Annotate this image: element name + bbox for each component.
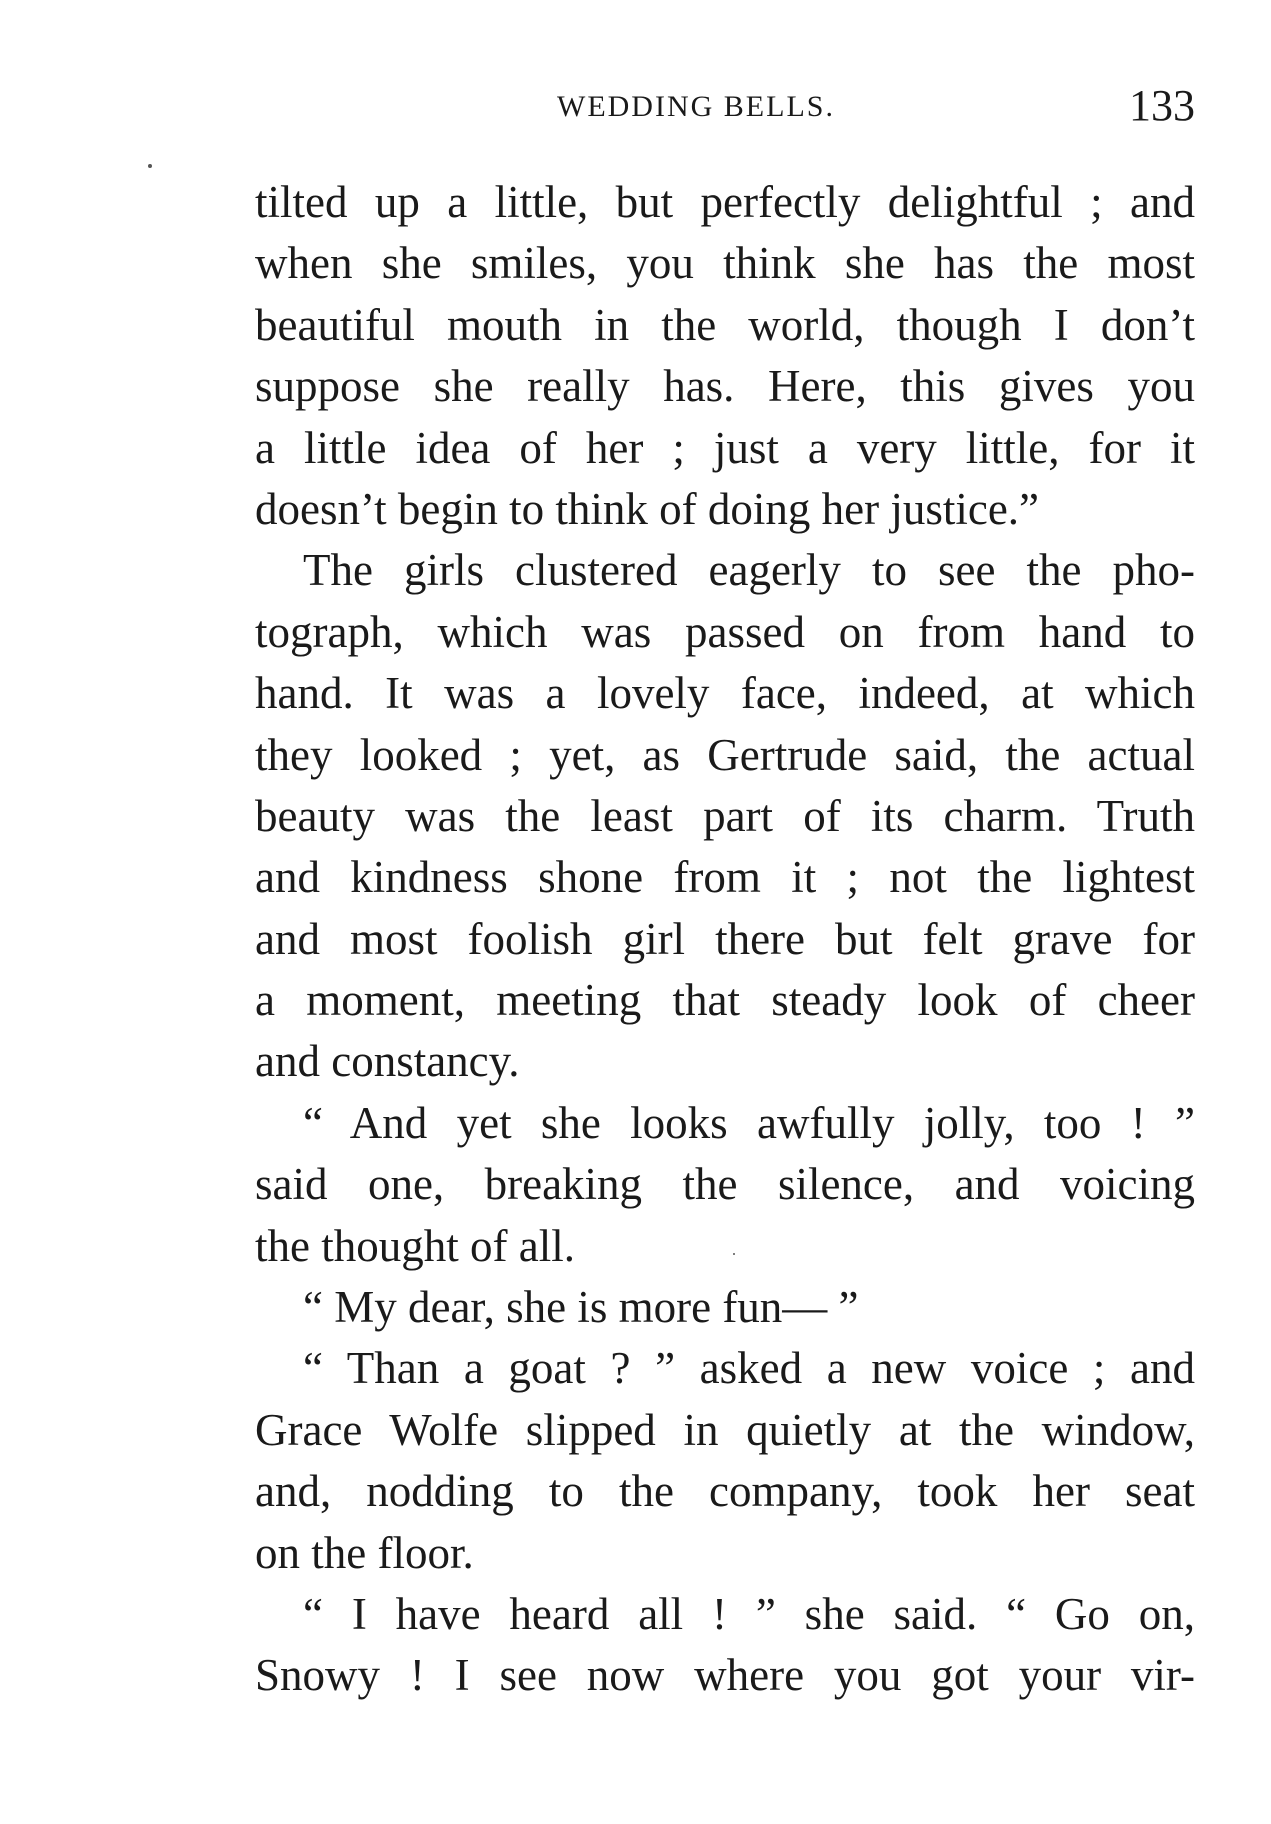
text-line: “ My dear, she is more fun— ”	[303, 1282, 859, 1333]
page-number: 133	[1129, 81, 1195, 130]
text-line: tilted up a little, but perfectly delightful ; and	[255, 177, 1195, 227]
text-line: “ Than a goat ? ” asked a new voice ; and	[303, 1343, 1195, 1394]
text-line: they looked ; yet, as Gertrude said, the actual	[255, 729, 1195, 780]
text-line: on the floor.	[255, 1527, 474, 1578]
text-line: and constancy.	[255, 1036, 520, 1087]
scan-speck	[148, 164, 152, 168]
page-header	[255, 72, 1195, 132]
text-line: Grace Wolfe slipped in quietly at the window,	[255, 1404, 1195, 1455]
text-line: doesn’t begin to think of doing her justice.”	[255, 483, 1040, 534]
text-line: tograph, which was passed on from hand to	[255, 606, 1195, 657]
text-line: a little idea of her ; just a very little, for it	[255, 422, 1195, 473]
text-line: and most foolish girl there but felt grave for	[255, 913, 1195, 964]
text-line: a moment, meeting that steady look of cheer	[255, 975, 1195, 1026]
text-line: beauty was the least part of its charm. Truth	[255, 790, 1195, 841]
text-line: suppose she really has. Here, this gives you	[255, 361, 1195, 412]
text-line: when she smiles, you think she has the most	[255, 238, 1195, 289]
text-line: “ And yet she looks awfully jolly, too ! ”	[303, 1097, 1195, 1148]
text-line: Snowy ! I see now where you got your vir-	[255, 1650, 1195, 1701]
body-text	[255, 172, 1195, 1707]
text-line: “ I have heard all ! ” she said. “ Go on,	[303, 1588, 1195, 1639]
text-line: The girls clustered eagerly to see the pho-	[303, 545, 1195, 596]
text-line: and kindness shone from it ; not the lightest	[255, 852, 1195, 903]
text-line: the thought of all.	[255, 1220, 575, 1271]
text-line: said one, breaking the silence, and voicing	[255, 1159, 1195, 1210]
text-line: hand. It was a lovely face, indeed, at which	[255, 668, 1195, 719]
scan-speck	[733, 1253, 735, 1255]
text-line: beautiful mouth in the world, though I don’t	[255, 299, 1195, 350]
running-head: WEDDING BELLS.	[557, 90, 835, 123]
text-line: and, nodding to the company, took her seat	[255, 1466, 1195, 1517]
